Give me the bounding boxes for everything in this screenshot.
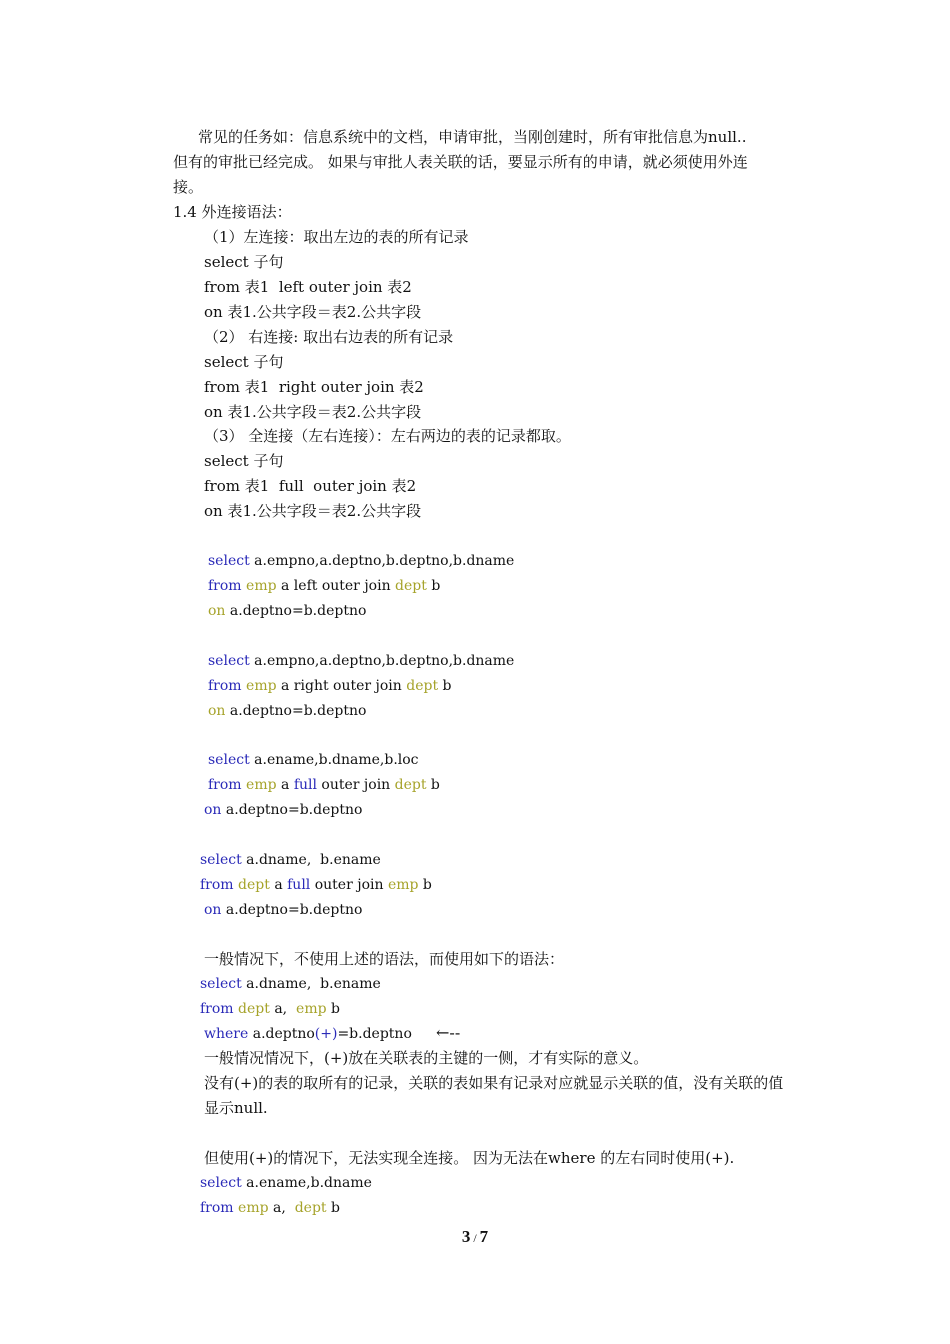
full-join-select: select 子句 [204, 452, 284, 470]
general-note-2: 没有(+)的表的取所有的记录，关联的表如果有记录对应就显示关联的值，没有关联的值 [204, 1074, 784, 1092]
current-page: 3 [461, 1227, 471, 1246]
general-select-line [200, 974, 381, 994]
keyword: select [200, 976, 242, 992]
keyword: full [287, 877, 311, 893]
left-arrow-icon: ←-- [436, 1023, 461, 1042]
code-text: a.ename,b.dname [241, 1175, 372, 1191]
keyword: on [208, 703, 226, 719]
code-text: a.deptno=b.deptno [221, 902, 363, 918]
keyword: from [200, 1001, 234, 1017]
ex1-select-line [208, 551, 514, 571]
left-join-heading: （1）左连接：取出左边的表的所有记录 [204, 228, 469, 246]
table-name: dept [395, 578, 427, 594]
table-name: dept [238, 877, 270, 893]
full-join-from: from 表1 full outer join 表2 [204, 477, 417, 495]
keyword: from [200, 1200, 234, 1216]
code-text: a.deptno=b.deptno [221, 802, 363, 818]
ex4-from-line [200, 875, 432, 895]
full-join-heading: （3） 全连接（左右连接）：左右两边的表的记录都取。 [204, 427, 571, 445]
ex3-select-line [208, 750, 419, 770]
ex1-on-line [208, 601, 366, 621]
table-name: emp [246, 678, 277, 694]
right-join-select: select 子句 [204, 353, 284, 371]
general-intro: 一般情况下，不使用上述的语法，而使用如下的语法： [204, 950, 565, 968]
code-text: a [276, 777, 294, 793]
table-name: dept [238, 1001, 270, 1017]
outer-join-operator: (+) [314, 1026, 338, 1042]
ex1-from-line [208, 576, 440, 596]
keyword: from [200, 877, 234, 893]
general-where-line [204, 1024, 412, 1044]
table-name: emp [296, 1001, 327, 1017]
ex4-on-line [204, 900, 362, 920]
code-text: a right outer join [276, 678, 407, 694]
code-text: outer join [316, 777, 395, 793]
keyword: select [200, 1175, 242, 1191]
general-note-1: 一般情况情况下，(+)放在关联表的主键的一侧，才有实际的意义。 [204, 1049, 649, 1067]
keyword: on [204, 802, 222, 818]
intro-line-3: 接。 [173, 178, 204, 196]
code-text: a.empno,a.deptno,b.deptno,b.dname [249, 653, 515, 669]
keyword: on [204, 902, 222, 918]
table-name: dept [294, 1200, 327, 1216]
total-pages: 7 [479, 1227, 489, 1246]
section-title: 1.4 外连接语法： [173, 203, 292, 221]
general-note-3: 显示null. [204, 1099, 268, 1117]
intro-line-1: 常见的任务如：信息系统中的文档，申请审批，当刚创建时，所有审批信息为null.. [198, 128, 747, 146]
keyword: full [293, 777, 317, 793]
limit-from-line [200, 1198, 340, 1218]
right-join-from: from 表1 right outer join 表2 [204, 378, 424, 396]
keyword: select [200, 852, 242, 868]
keyword: from [208, 777, 242, 793]
code-text: a.dname, b.ename [241, 852, 381, 868]
keyword: from [208, 578, 242, 594]
table-name: emp [238, 1200, 269, 1216]
code-text: a.dname, b.ename [241, 976, 381, 992]
general-from-line [200, 999, 340, 1019]
code-text: b [326, 1200, 340, 1216]
keyword: on [208, 603, 226, 619]
table-name: emp [246, 578, 277, 594]
ex2-from-line [208, 676, 452, 696]
code-text: outer join [310, 877, 388, 893]
code-text: a, [269, 1001, 297, 1017]
right-join-heading: （2） 右连接: 取出右边表的所有记录 [204, 328, 454, 346]
page-number [0, 1227, 950, 1247]
keyword: select [208, 752, 250, 768]
keyword: select [208, 553, 250, 569]
code-text: a.empno,a.deptno,b.deptno,b.dname [249, 553, 515, 569]
ex3-from-line [208, 775, 440, 795]
code-text: a [269, 877, 288, 893]
table-name: emp [387, 877, 419, 893]
left-join-from: from 表1 left outer join 表2 [204, 278, 412, 296]
ex3-on-line [204, 800, 362, 820]
code-text: b [426, 578, 441, 594]
table-name: dept [394, 777, 427, 793]
code-text: a.deptno [248, 1026, 315, 1042]
full-join-on: on 表1.公共字段＝表2.公共字段 [204, 502, 422, 520]
code-text: a.deptno=b.deptno [225, 603, 367, 619]
code-text: a left outer join [276, 578, 396, 594]
code-text: b [438, 678, 452, 694]
table-name: dept [406, 678, 439, 694]
ex2-select-line [208, 651, 514, 671]
code-text: b [326, 1001, 340, 1017]
code-text: a.deptno=b.deptno [225, 703, 367, 719]
page-separator: / [470, 1231, 480, 1245]
limit-text: 但使用(+)的情况下，无法实现全连接。 因为无法在where 的左右同时使用(+). [204, 1149, 735, 1167]
limit-select-line [200, 1173, 372, 1193]
left-join-select: select 子句 [204, 253, 284, 271]
intro-line-2: 但有的审批已经完成。 如果与审批人表关联的话，要显示所有的申请，就必须使用外连 [173, 153, 748, 171]
ex4-select-line [200, 850, 381, 870]
keyword: select [208, 653, 250, 669]
keyword: from [208, 678, 242, 694]
left-join-on: on 表1.公共字段＝表2.公共字段 [204, 303, 422, 321]
code-text: a.ename,b.dname,b.loc [249, 752, 419, 768]
code-text: b [418, 877, 432, 893]
code-text: =b.deptno [337, 1026, 412, 1042]
table-name: emp [246, 777, 277, 793]
ex2-on-line [208, 701, 366, 721]
right-join-on: on 表1.公共字段＝表2.公共字段 [204, 403, 422, 421]
code-text: a, [268, 1200, 295, 1216]
keyword: where [204, 1026, 249, 1042]
code-text: b [426, 777, 440, 793]
